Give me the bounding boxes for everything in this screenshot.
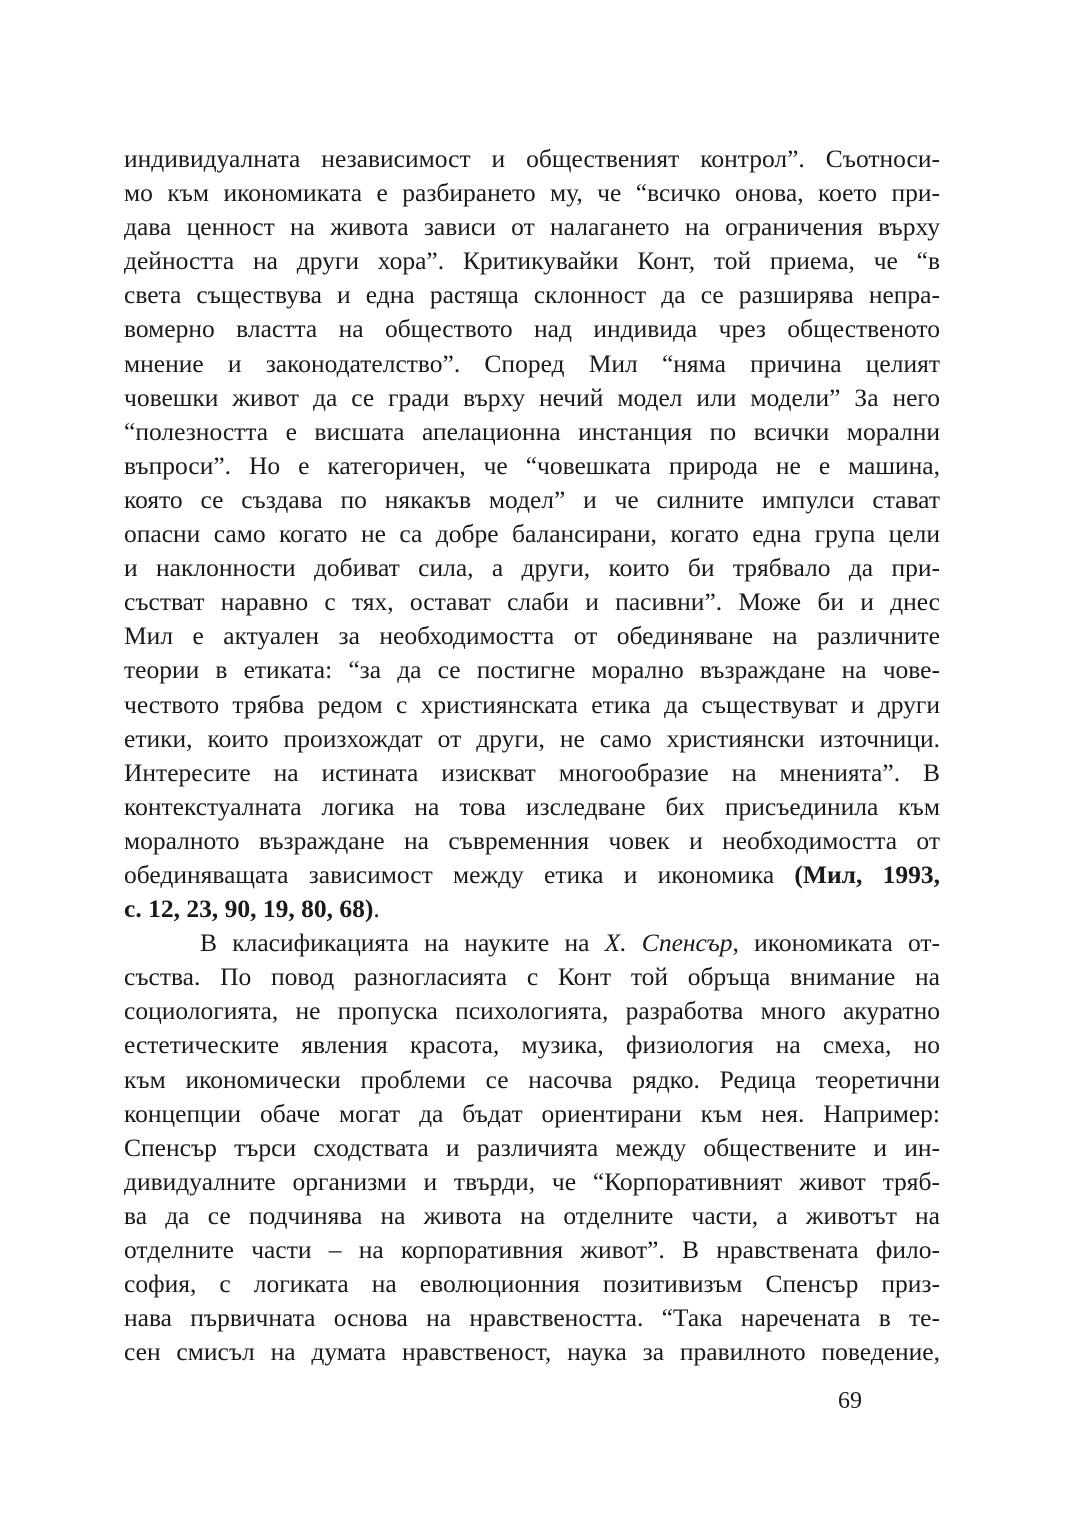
- text-line: човешки живот да се гради върху нечий модел или модели” За него: [124, 382, 940, 412]
- text-line: Мил е актуален за необходимостта от обединяване на различните: [124, 621, 940, 651]
- text-line: състват наравно с тях, остават слаби и пасивни”. Може би и днес: [124, 587, 940, 617]
- text-run: .: [373, 894, 380, 924]
- text-line: която се създава по някакъв модел” и че силните импулси стават: [124, 484, 940, 514]
- text-run: обединяващата зависимост между етика и икономика: [124, 859, 795, 889]
- text-line: дейността на други хора”. Критикувайки Конт, той приема, че “в: [124, 246, 940, 276]
- text-line: вомерно властта на обществото над индивида чрез общественото: [124, 314, 940, 344]
- author-name-italic: Х. Спенсър: [604, 928, 733, 958]
- text-line: отделните части – на корпоративния живот”. В нравствената фило-: [124, 1235, 940, 1264]
- body-text: [124, 142, 940, 1369]
- text-line: нава първичната основа на нравствеността. “Така наречената в те-: [124, 1303, 940, 1333]
- text-line: социологията, не пропуска психологията, разработва много акуратно: [124, 996, 940, 1026]
- text-line: света съществува и една растяща склонност да се разширява непра-: [124, 280, 940, 310]
- text-line: дивидуалните организми и твърди, че “Корпоративният живот тряб-: [124, 1166, 940, 1196]
- text-line: концепции обаче могат да бъдат ориентирани към нея. Например:: [124, 1098, 940, 1128]
- text-line: теории в етиката: “за да се постигне морално възраждане на чове-: [124, 655, 940, 685]
- text-line: мнение и законодателство”. Според Мил “няма причина целият: [124, 348, 940, 378]
- text-line: Спенсър търси сходствата и различията между обществените и ин-: [124, 1132, 940, 1162]
- text-line: съства. По повод разногласията с Конт той обръща внимание на: [124, 962, 940, 992]
- text-line: “полезността е висшата апелационна инстанция по всички морални: [124, 416, 940, 446]
- page-number: 69: [838, 1388, 862, 1414]
- text-run: В класификацията на науките на: [200, 928, 605, 958]
- text-line: индивидуалната независимост и общественият контрол”. Съотноси-: [124, 144, 940, 173]
- text-line: дава ценност на живота зависи от налагането на ограничения върху: [124, 212, 940, 242]
- paragraph-start-line: [124, 926, 940, 960]
- text-line: въпроси”. Но е категоричен, че “човешката природа не е машина,: [124, 450, 940, 480]
- text-line: чеството трябва редом с християнската етика да съществуват и други: [124, 689, 940, 719]
- text-line: контекстуалната логика на това изследване бих присъединила към: [124, 791, 940, 821]
- text-line: моралното възраждане на съвременния човек и необходимостта от: [124, 825, 940, 855]
- text-line: етики, които произхождат от други, не само християнски източници.: [124, 723, 940, 753]
- citation-bold: с. 12, 23, 90, 19, 80, 68): [124, 894, 374, 924]
- text-run: , икономиката от-: [732, 928, 940, 958]
- text-line: опасни само когато не са добре балансирани, когато една група цели: [124, 519, 940, 549]
- text-line: [124, 892, 940, 926]
- text-line: Интересите на истината изискват многообразие на мненията”. В: [124, 757, 940, 787]
- text-line: ва да се подчинява на живота на отделните части, а животът на: [124, 1200, 940, 1230]
- text-line: естетическите явления красота, музика, физиология на смеха, но: [124, 1030, 940, 1060]
- text-line: мо към икономиката е разбирането му, че “всичко онова, което при-: [124, 178, 940, 208]
- text-line: [124, 858, 940, 892]
- text-line: и наклонности добиват сила, а други, които би трябвало да при-: [124, 553, 940, 583]
- citation-bold: (Мил, 1993,: [794, 859, 940, 889]
- text-line: към икономически проблеми се насочва рядко. Редица теоретични: [124, 1064, 940, 1094]
- text-line: сен смисъл на думата нравственост, наука за правилното поведение,: [124, 1337, 940, 1367]
- text-line: софия, с логиката на еволюционния позитивизъм Спенсър приз-: [124, 1269, 940, 1299]
